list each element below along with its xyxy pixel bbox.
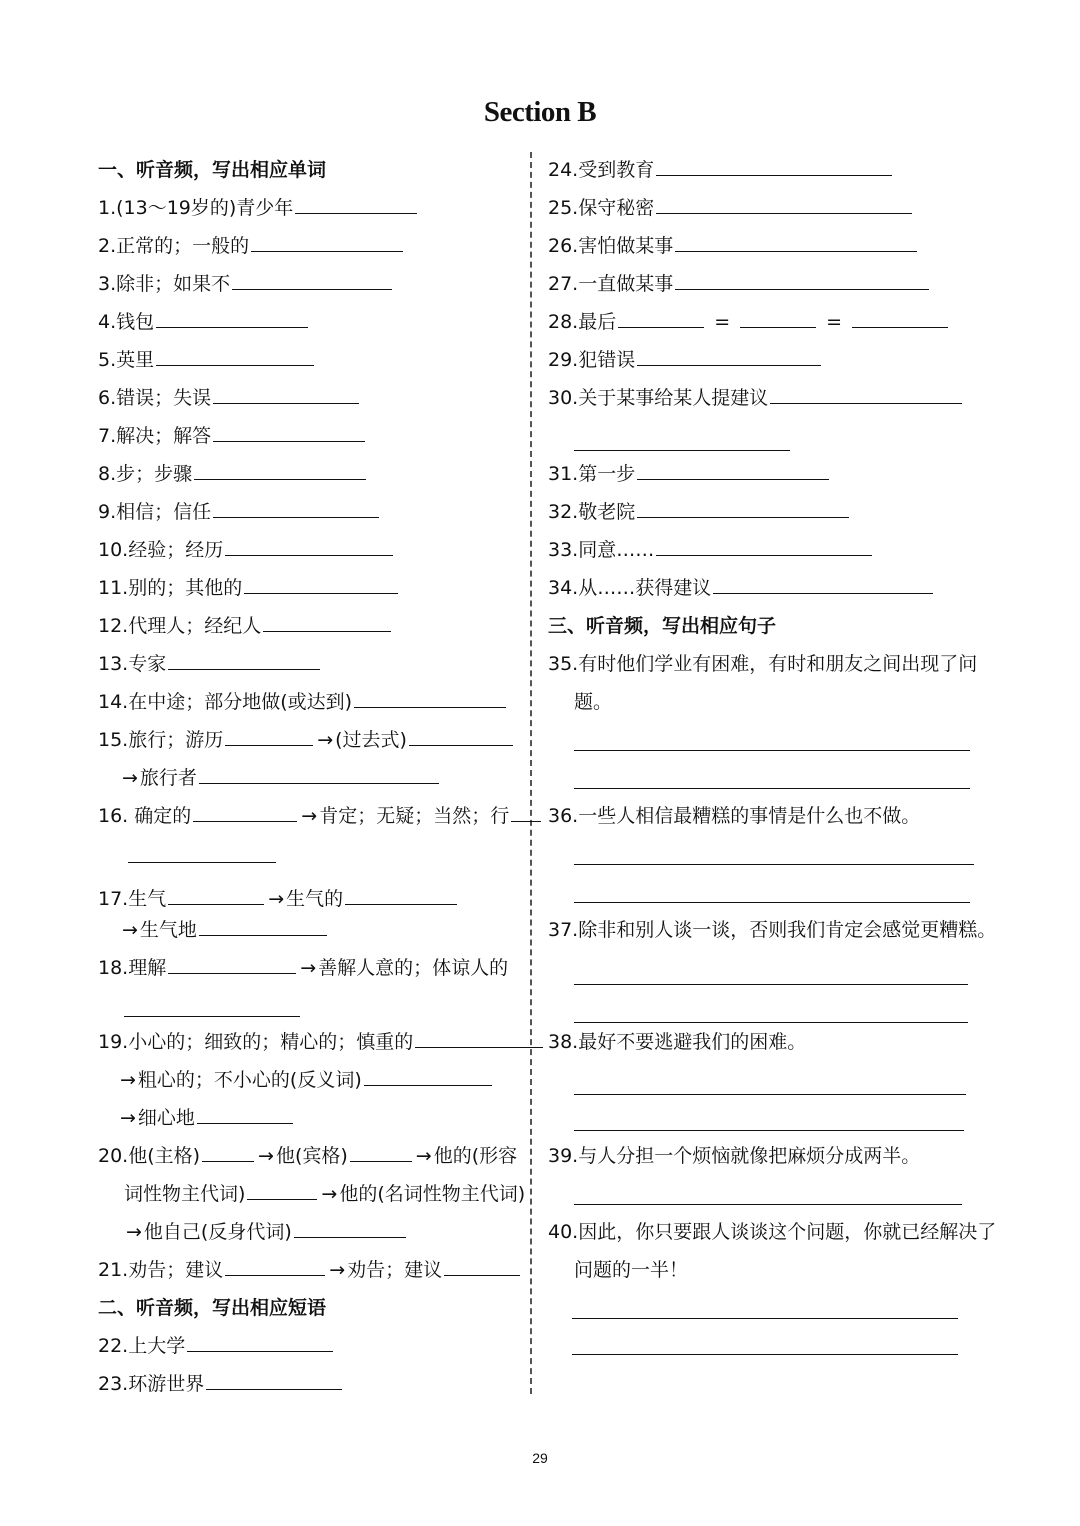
- answer-line[interactable]: [572, 1354, 958, 1355]
- arrow-icon: →: [329, 1259, 346, 1281]
- answer-blank[interactable]: [656, 537, 872, 556]
- item-39: 39.与人分担一个烦恼就像把麻烦分成两半。: [548, 1145, 921, 1167]
- item-19: 19.小心的；细致的；精心的；慎重的: [98, 1024, 545, 1060]
- item-23: 23.环游世界: [98, 1366, 344, 1402]
- answer-blank[interactable]: [354, 689, 506, 708]
- answer-line[interactable]: [574, 1130, 964, 1131]
- item-34: 34.从……获得建议: [548, 570, 935, 606]
- item-9: 9.相信；信任: [98, 494, 381, 530]
- arrow-icon: →: [268, 888, 285, 910]
- answer-line[interactable]: [574, 750, 970, 751]
- answer-blank[interactable]: [244, 575, 398, 594]
- item-10: 10.经验；经历: [98, 532, 395, 568]
- arrow-icon: →: [317, 729, 334, 751]
- arrow-icon: →: [258, 1145, 274, 1167]
- answer-blank[interactable]: [637, 499, 849, 518]
- answer-blank[interactable]: [713, 575, 933, 594]
- item-6: 6.错误；失误: [98, 380, 361, 416]
- item-21: 21.劝告；建议 → 劝告；建议: [98, 1252, 522, 1288]
- arrow-icon: →: [120, 1069, 136, 1091]
- answer-blank[interactable]: [295, 195, 417, 214]
- answer-blank[interactable]: [637, 461, 829, 480]
- item-35: 35.有时他们学业有困难，有时和朋友之间出现了问: [548, 653, 978, 675]
- answer-blank[interactable]: [168, 955, 296, 974]
- arrow-icon: →: [301, 805, 318, 827]
- item-40: 40.因此，你只要跟人谈谈这个问题，你就已经解决了: [548, 1221, 997, 1243]
- answer-blank[interactable]: [156, 309, 308, 328]
- answer-blank[interactable]: [193, 803, 297, 822]
- arrow-icon: →: [120, 1107, 136, 1129]
- item-1: 1.(13～19岁的)青少年: [98, 190, 419, 226]
- answer-blank[interactable]: [232, 271, 392, 290]
- item-33: 33.同意……: [548, 532, 874, 568]
- answer-blank[interactable]: [128, 862, 276, 863]
- answer-blank[interactable]: [345, 886, 457, 905]
- answer-line[interactable]: [574, 984, 968, 985]
- item-20-cont: 词性物主代词) → 他的(名词性物主代词): [124, 1176, 525, 1212]
- answer-blank[interactable]: [656, 195, 912, 214]
- item-32: 32.敬老院: [548, 494, 851, 530]
- item-36: 36.一些人相信最糟糕的事情是什么也不做。: [548, 805, 921, 827]
- item-11: 11.别的；其他的: [98, 570, 400, 606]
- answer-blank[interactable]: [199, 917, 327, 936]
- answer-blank[interactable]: [199, 765, 439, 784]
- arrow-icon: →: [126, 1221, 142, 1243]
- item-35-cont: 题。: [574, 691, 613, 713]
- section-heading-words: 一、听音频，写出相应单词: [98, 159, 327, 181]
- answer-blank[interactable]: [187, 1333, 333, 1352]
- answer-blank[interactable]: [770, 385, 962, 404]
- answer-blank[interactable]: [251, 233, 403, 252]
- item-27: 27.一直做某事: [548, 266, 931, 302]
- answer-blank[interactable]: [124, 1016, 300, 1017]
- answer-blank[interactable]: [675, 271, 929, 290]
- answer-blank[interactable]: [675, 233, 917, 252]
- item-22: 22.上大学: [98, 1328, 335, 1364]
- item-19-adv: → 细心地: [118, 1100, 295, 1136]
- answer-blank[interactable]: [263, 613, 391, 632]
- answer-blank[interactable]: [364, 1067, 492, 1086]
- item-25: 25.保守秘密: [548, 190, 914, 226]
- item-2: 2.正常的；一般的: [98, 228, 405, 264]
- item-37: 37.除非和别人谈一谈，否则我们肯定会感觉更糟糕。: [548, 919, 997, 941]
- answer-blank[interactable]: [225, 727, 313, 746]
- item-4: 4.钱包: [98, 304, 310, 340]
- item-38: 38.最好不要逃避我们的困难。: [548, 1031, 807, 1053]
- item-16: 16. 确定的 → 肯定；无疑；当然；行: [98, 798, 543, 834]
- item-15: 15.旅行；游历 → (过去式): [98, 722, 515, 758]
- arrow-icon: →: [321, 1183, 338, 1205]
- answer-line[interactable]: [574, 864, 974, 865]
- answer-line[interactable]: [572, 1318, 958, 1319]
- answer-blank[interactable]: [574, 450, 790, 451]
- answer-blank[interactable]: [444, 1257, 520, 1276]
- answer-blank[interactable]: [225, 537, 393, 556]
- answer-blank[interactable]: [168, 874, 264, 905]
- answer-blank[interactable]: [202, 1143, 254, 1162]
- item-3: 3.除非；如果不: [98, 266, 394, 302]
- item-14: 14.在中途；部分地做(或达到): [98, 684, 508, 720]
- answer-blank[interactable]: [213, 423, 365, 442]
- arrow-icon: →: [415, 1145, 432, 1167]
- answer-blank[interactable]: [415, 1029, 543, 1048]
- item-20-reflexive: → 他自己(反身代词): [124, 1214, 408, 1250]
- answer-blank[interactable]: [740, 309, 816, 328]
- answer-line[interactable]: [574, 1204, 962, 1205]
- answer-blank[interactable]: [511, 803, 541, 822]
- item-15-traveler: → 旅行者: [120, 760, 441, 796]
- item-29: 29.犯错误: [548, 342, 823, 378]
- item-5: 5.英里: [98, 342, 316, 378]
- section-heading-phrases: 二、听音频，写出相应短语: [98, 1297, 327, 1319]
- item-20: 20.他(主格) → 他(宾格) → 他的(形容: [98, 1138, 517, 1174]
- item-24: 24.受到教育: [548, 152, 894, 188]
- answer-line[interactable]: [574, 902, 970, 903]
- answer-blank[interactable]: [637, 347, 821, 366]
- item-40-cont: 问题的一半！: [574, 1259, 689, 1281]
- item-26: 26.害怕做某事: [548, 228, 919, 264]
- answer-blank[interactable]: [409, 727, 513, 746]
- column-divider: [530, 152, 532, 1394]
- answer-line[interactable]: [574, 1022, 968, 1023]
- item-8: 8.步；步骤: [98, 456, 368, 492]
- arrow-icon: →: [300, 957, 317, 979]
- answer-blank[interactable]: [852, 309, 948, 328]
- item-12: 12.代理人；经纪人: [98, 608, 393, 644]
- answer-blank[interactable]: [156, 347, 314, 366]
- page-number: 29: [532, 1450, 548, 1466]
- item-7: 7.解决；解答: [98, 418, 367, 454]
- answer-blank[interactable]: [197, 1105, 293, 1124]
- answer-blank[interactable]: [168, 651, 320, 670]
- arrow-icon: →: [122, 919, 138, 941]
- item-30: 30.关于某事给某人提建议: [548, 380, 964, 416]
- item-19-careless: → 粗心的；不小心的(反义词): [118, 1062, 494, 1098]
- answer-blank[interactable]: [618, 309, 704, 328]
- item-28: 28.最后 = =: [548, 304, 950, 340]
- answer-blank[interactable]: [194, 461, 366, 480]
- answer-blank[interactable]: [213, 499, 379, 518]
- item-17: 17.生气 → 生气的: [98, 874, 459, 910]
- answer-blank[interactable]: [247, 1181, 317, 1200]
- item-13: 13.专家: [98, 646, 322, 682]
- section-heading-sentences: 三、听音频，写出相应句子: [548, 615, 777, 637]
- item-18: 18.理解 → 善解人意的；体谅人的: [98, 950, 508, 986]
- answer-blank[interactable]: [294, 1219, 406, 1238]
- answer-blank[interactable]: [350, 1143, 412, 1162]
- answer-blank[interactable]: [656, 157, 892, 176]
- item-31: 31.第一步: [548, 456, 831, 492]
- section-title: Section B: [483, 96, 597, 128]
- answer-line[interactable]: [574, 1094, 966, 1095]
- answer-blank[interactable]: [225, 1257, 325, 1276]
- answer-line[interactable]: [574, 788, 970, 789]
- arrow-icon: →: [122, 767, 138, 789]
- item-17-adv: → 生气地: [120, 912, 329, 948]
- answer-blank[interactable]: [213, 385, 359, 404]
- answer-blank[interactable]: [206, 1371, 342, 1390]
